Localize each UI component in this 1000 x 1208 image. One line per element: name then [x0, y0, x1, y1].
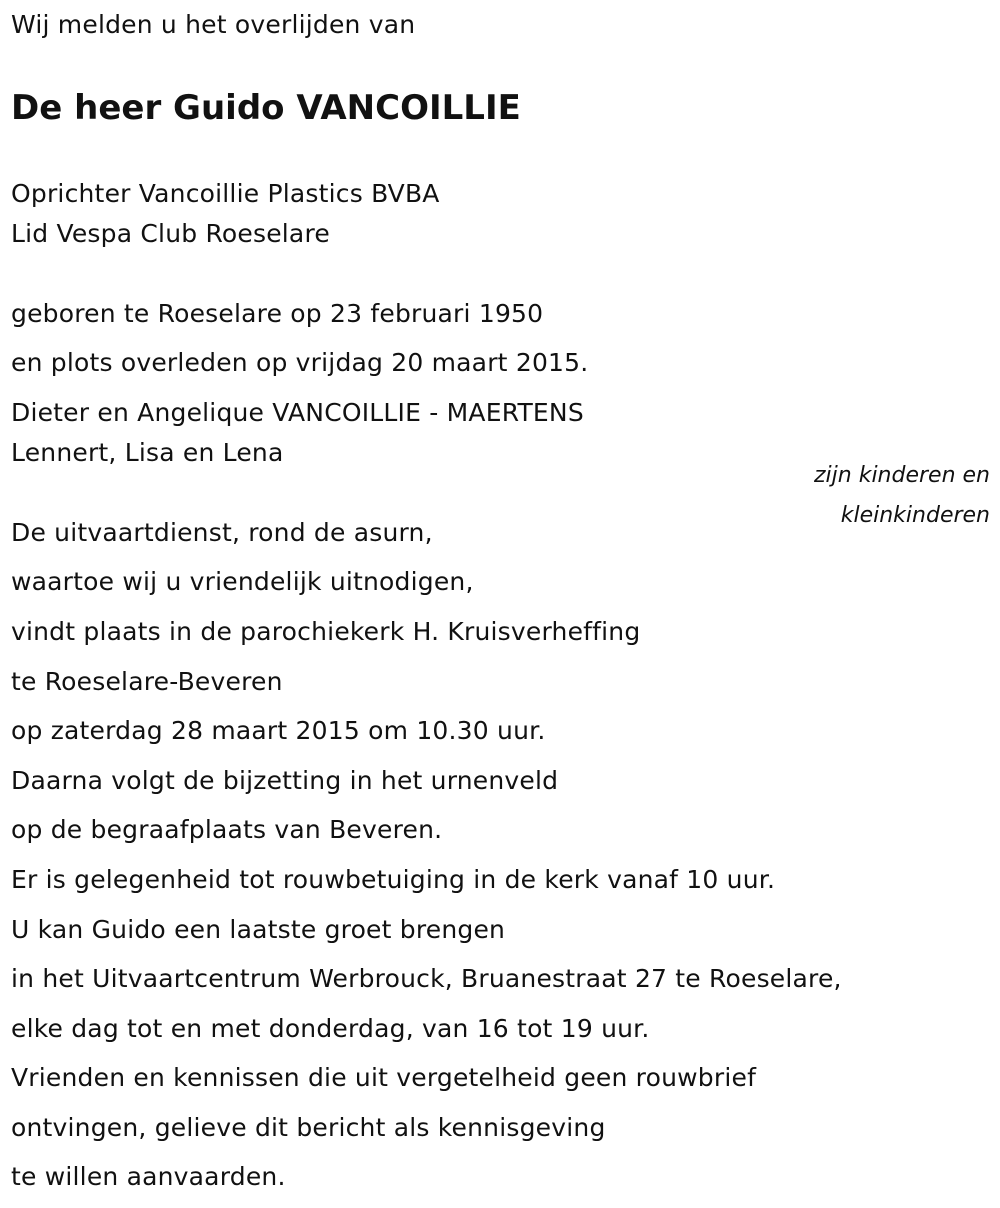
service-line: U kan Guido een laatste groet brengen	[11, 915, 506, 944]
service-line: te willen aanvaarden.	[11, 1162, 286, 1191]
service-line: op de begraafplaats van Beveren.	[11, 815, 443, 844]
service-line: waartoe wij u vriendelijk uitnodigen,	[11, 567, 474, 596]
role-line: Lid Vespa Club Roeselare	[11, 219, 330, 248]
birth-line: geboren te Roeselare op 23 februari 1950	[11, 299, 544, 328]
deceased-name: De heer Guido VANCOILLIE	[11, 88, 521, 128]
role-line: Oprichter Vancoillie Plastics BVBA	[11, 179, 440, 208]
service-line: ontvingen, gelieve dit bericht als kennisgeving	[11, 1113, 606, 1142]
service-line: Daarna volgt de bijzetting in het urnenveld	[11, 766, 559, 795]
death-line: en plots overleden op vrijdag 20 maart 2015.	[11, 348, 589, 377]
service-line: te Roeselare-Beveren	[11, 667, 283, 696]
service-line: Vrienden en kennissen die uit vergetelheid geen rouwbrief	[11, 1063, 757, 1092]
announcement-intro: Wij melden u het overlijden van	[11, 10, 416, 39]
service-line: op zaterdag 28 maart 2015 om 10.30 uur.	[11, 716, 546, 745]
family-line: Lennert, Lisa en Lena	[11, 438, 284, 467]
service-line: vindt plaats in de parochiekerk H. Kruisverheffing	[11, 617, 641, 646]
service-line: elke dag tot en met donderdag, van 16 tot 19 uur.	[11, 1014, 650, 1043]
service-line: in het Uitvaartcentrum Werbrouck, Bruanestraat 27 te Roeselare,	[11, 964, 842, 993]
family-role-line: kleinkinderen	[840, 503, 990, 528]
service-line: De uitvaartdienst, rond de asurn,	[11, 518, 433, 547]
service-line: Er is gelegenheid tot rouwbetuiging in de kerk vanaf 10 uur.	[11, 865, 776, 894]
family-role-line: zijn kinderen en	[814, 463, 990, 488]
family-line: Dieter en Angelique VANCOILLIE - MAERTENS	[11, 398, 584, 427]
